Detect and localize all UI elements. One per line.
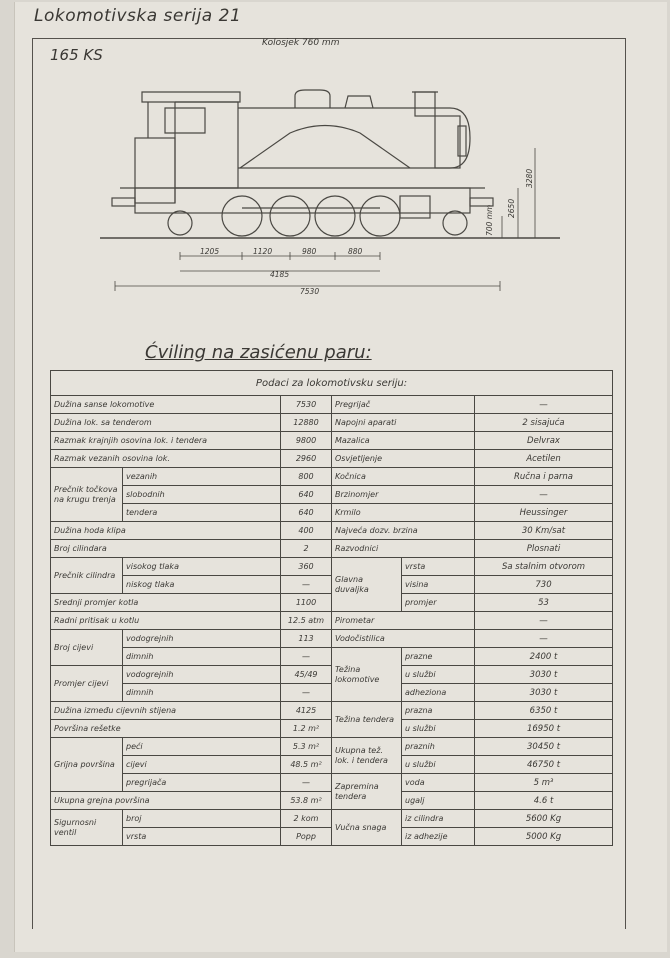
value: 640: [281, 504, 332, 522]
value: 113: [281, 630, 332, 648]
sub-label: cijevi: [123, 756, 281, 774]
label: Dužina između cijevnih stijena: [51, 702, 281, 720]
value: —: [281, 774, 332, 792]
label: Razmak vezanih osovina lok.: [51, 450, 281, 468]
table-title: Podaci za lokomotivsku seriju:: [51, 371, 613, 396]
value: Delvrax: [475, 432, 613, 450]
value: 7530: [281, 396, 332, 414]
chimney: [415, 92, 435, 116]
sub-label: promjer: [402, 594, 475, 612]
sub-label: vodogrejnih: [123, 630, 281, 648]
label: Dužina sanse lokomotive: [51, 396, 281, 414]
value: Plosnati: [475, 540, 613, 558]
table-row: [51, 702, 613, 720]
group-label: Promjer cijevi: [51, 666, 123, 702]
value: —: [281, 684, 332, 702]
sub-label: vezanih: [123, 468, 281, 486]
dim-height-700: 700 mm: [485, 204, 494, 236]
label: Srednji promjer kotla: [51, 594, 281, 612]
sub-label: vrsta: [402, 558, 475, 576]
series-title: Lokomotivska serija 21: [34, 6, 242, 26]
dim-880: 880: [348, 247, 363, 256]
driving-wheel-3: [315, 196, 355, 236]
label: Brzinomjer: [332, 486, 475, 504]
label: Dužina lok. sa tenderom: [51, 414, 281, 432]
value: 4.6 t: [475, 792, 613, 810]
label: Površina rešetke: [51, 720, 281, 738]
value: 2: [281, 540, 332, 558]
table-row: [51, 738, 613, 756]
cab: [135, 138, 175, 203]
value: 53.8 m²: [281, 792, 332, 810]
group-label: Prečnik cilindra: [51, 558, 123, 594]
value: —: [475, 612, 613, 630]
sand-dome: [345, 96, 373, 108]
firebox: [175, 102, 238, 188]
driving-wheel-4: [360, 196, 400, 236]
sub-label: niskog tlaka: [123, 576, 281, 594]
value: 640: [281, 486, 332, 504]
group-label: Težina lokomotive: [332, 648, 402, 702]
table-row: [51, 396, 613, 414]
label: Dužina hoda klipa: [51, 522, 281, 540]
value: —: [475, 486, 613, 504]
sub-label: prazna: [402, 702, 475, 720]
sub-label: u službi: [402, 756, 475, 774]
value: 16950 t: [475, 720, 613, 738]
label: Radni pritisak u kotlu: [51, 612, 281, 630]
driving-wheel-1: [222, 196, 262, 236]
value: 5600 Kg: [475, 810, 613, 828]
label: Razmak krajnjih osovina lok. i tendera: [51, 432, 281, 450]
leading-wheel: [443, 211, 467, 235]
group-label: Broj cijevi: [51, 630, 123, 666]
table-row: [51, 504, 613, 522]
sub-label: visina: [402, 576, 475, 594]
label: Ukupna grejna površina: [51, 792, 281, 810]
table-row: [51, 432, 613, 450]
cab-roof: [142, 92, 240, 102]
track-gauge: Kolosjek 760 mm: [262, 38, 340, 48]
table-row: [51, 522, 613, 540]
value: 46750 t: [475, 756, 613, 774]
power-rating: 165 KS: [50, 46, 103, 64]
value: 1.2 m²: [281, 720, 332, 738]
table-row: [51, 486, 613, 504]
cylinder: [400, 196, 430, 218]
value: —: [281, 576, 332, 594]
label: Vodočistilica: [332, 630, 475, 648]
steam-dome: [295, 90, 330, 108]
sub-label: slobodnih: [123, 486, 281, 504]
buffer-rear: [112, 198, 135, 206]
value: 2400 t: [475, 648, 613, 666]
value: 30450 t: [475, 738, 613, 756]
sub-label: voda: [402, 774, 475, 792]
value: 5000 Kg: [475, 828, 613, 846]
value: 3030 t: [475, 684, 613, 702]
label: Razvodnici: [332, 540, 475, 558]
group-label: Ukupna tež. lok. i tendera: [332, 738, 402, 774]
value: 2 kom: [281, 810, 332, 828]
label: Krmilo: [332, 504, 475, 522]
label: Mazalica: [332, 432, 475, 450]
value: 12.5 atm: [281, 612, 332, 630]
table-row: [51, 540, 613, 558]
subtitle: Ćviling na zasićenu paru:: [145, 342, 372, 363]
sub-label: visokog tlaka: [123, 558, 281, 576]
value: 5.3 m²: [281, 738, 332, 756]
dim-4185: 4185: [270, 270, 290, 279]
dim-1120: 1120: [253, 247, 273, 256]
value: 400: [281, 522, 332, 540]
table-row: [51, 810, 613, 828]
group-label: Težina tendera: [332, 702, 402, 738]
value: —: [475, 396, 613, 414]
trailing-wheel: [168, 211, 192, 235]
table-row: [51, 774, 613, 792]
table-row: [51, 414, 613, 432]
sub-label: ugalj: [402, 792, 475, 810]
group-label: Glavna duvaljka: [332, 558, 402, 612]
table-row: [51, 468, 613, 486]
sub-label: dimnih: [123, 684, 281, 702]
group-label: Vučna snaga: [332, 810, 402, 846]
dim-height-2650: 2650: [507, 198, 516, 218]
label: Najveća dozv. brzina: [332, 522, 475, 540]
value: —: [281, 648, 332, 666]
group-label: Prečnik točkova na krugu trenja: [51, 468, 123, 522]
value: Popp: [281, 828, 332, 846]
locomotive-drawing: [90, 78, 590, 308]
value: 360: [281, 558, 332, 576]
table-row: [51, 450, 613, 468]
sub-label: iz adhezije: [402, 828, 475, 846]
sub-label: prazne: [402, 648, 475, 666]
dim-height-3280: 3280: [525, 168, 534, 188]
value: 730: [475, 576, 613, 594]
value: 12880: [281, 414, 332, 432]
dim-980: 980: [302, 247, 317, 256]
value: 2960: [281, 450, 332, 468]
side-tank: [240, 126, 410, 169]
value: Sa stalnim otvorom: [475, 558, 613, 576]
sub-label: dimnih: [123, 648, 281, 666]
label: Napojni aparati: [332, 414, 475, 432]
smokebox-door: [458, 126, 466, 156]
label: Kočnica: [332, 468, 475, 486]
value: 6350 t: [475, 702, 613, 720]
value: 9800: [281, 432, 332, 450]
value: 2 sisajuća: [475, 414, 613, 432]
sub-label: u službi: [402, 666, 475, 684]
table-row: [51, 558, 613, 576]
label: Pregrijač: [332, 396, 475, 414]
table-row: [51, 630, 613, 648]
value: 5 m³: [475, 774, 613, 792]
value: Ručna i parna: [475, 468, 613, 486]
sub-label: vrsta: [123, 828, 281, 846]
sub-label: peći: [123, 738, 281, 756]
value: 45/49: [281, 666, 332, 684]
label: Pirometar: [332, 612, 475, 630]
value: 53: [475, 594, 613, 612]
sub-label: u službi: [402, 720, 475, 738]
sub-label: vodogrejnih: [123, 666, 281, 684]
value: 4125: [281, 702, 332, 720]
label: Broj cilindara: [51, 540, 281, 558]
driving-wheel-2: [270, 196, 310, 236]
table-row: [51, 648, 613, 666]
value: 1100: [281, 594, 332, 612]
group-label: Sigurnosni ventil: [51, 810, 123, 846]
dim-1205: 1205: [200, 247, 220, 256]
value: Heussinger: [475, 504, 613, 522]
dim-7530: 7530: [300, 287, 320, 296]
group-label: Grijna površina: [51, 738, 123, 792]
table-row: [51, 612, 613, 630]
value: 3030 t: [475, 666, 613, 684]
sub-label: broj: [123, 810, 281, 828]
value: Acetilen: [475, 450, 613, 468]
sub-label: tendera: [123, 504, 281, 522]
value: —: [475, 630, 613, 648]
label: Osvjetljenje: [332, 450, 475, 468]
cab-window: [165, 108, 205, 133]
value: 30 Km/sat: [475, 522, 613, 540]
value: 800: [281, 468, 332, 486]
sub-label: praznih: [402, 738, 475, 756]
smokebox: [435, 116, 460, 168]
group-label: Zapremina tendera: [332, 774, 402, 810]
sub-label: iz cilindra: [402, 810, 475, 828]
value: 48.5 m²: [281, 756, 332, 774]
sub-label: adheziona: [402, 684, 475, 702]
sub-label: pregrijača: [123, 774, 281, 792]
locomotive-data-table: [50, 370, 613, 846]
